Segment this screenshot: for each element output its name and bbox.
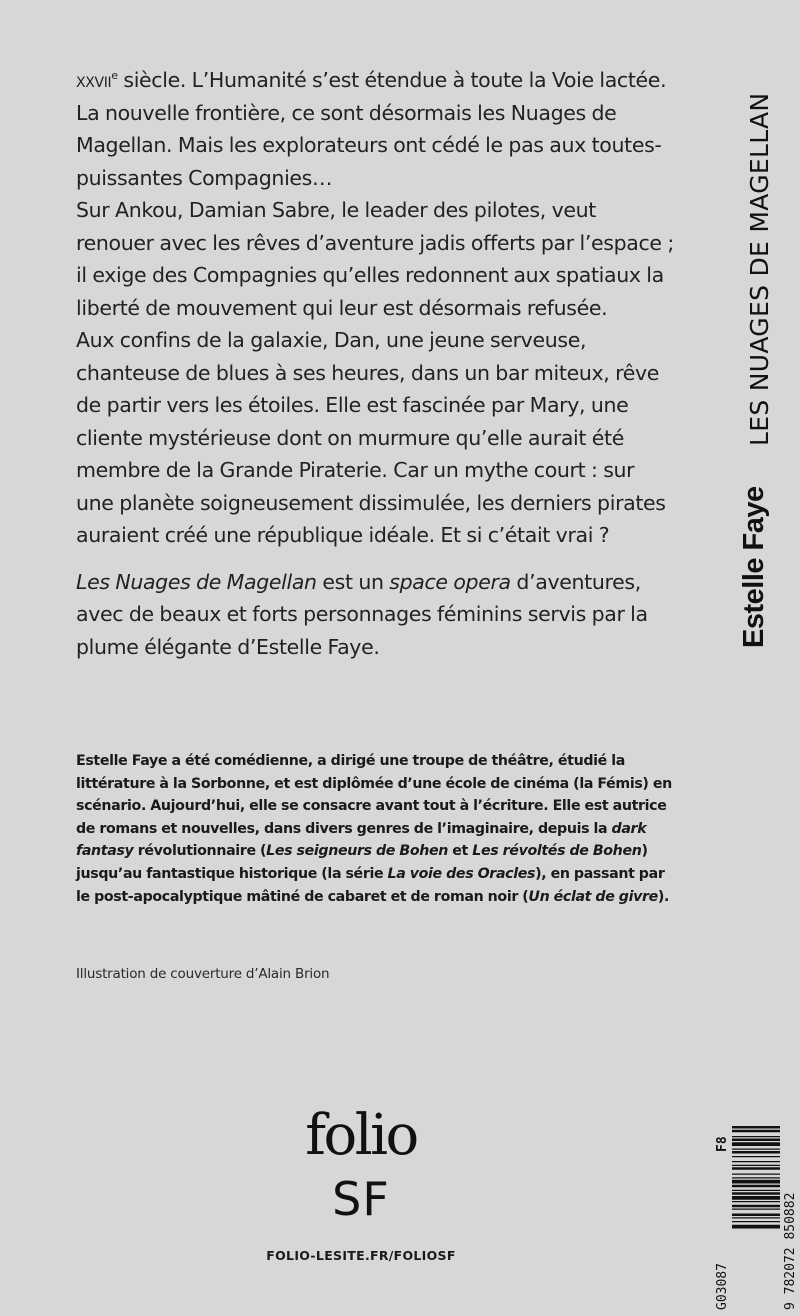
book-title-italic: Les Nuages de Magellan [76,569,317,594]
barcode-bar [732,1149,780,1150]
back-cover-blurb [76,64,676,663]
cover-illustration-credit: Illustration de couverture d’Alain Brion [76,966,330,982]
bio-text-5: ), en passant par le post-apocalyptique mâtiné de cabaret et de roman noir ( [76,865,665,905]
barcode-isbn: 9 782072 850882 [783,1192,798,1310]
barcode-bar [732,1139,780,1142]
author-bio [76,750,682,908]
barcode-code: G03087 [715,1263,730,1310]
barcode-bar [732,1185,780,1188]
century-superscript: e [111,69,118,82]
barcode-bar [732,1214,780,1217]
barcode-bar [732,1190,780,1191]
bio-italic-revoltes: Les révoltés de Bohen [472,843,642,860]
barcode [670,1124,800,1316]
bio-italic-dark-fantasy: dark fantasy [76,820,647,860]
barcode-bar [732,1174,780,1175]
bio-italic-oracles: La voie des Oracles [387,865,536,882]
barcode-bar [732,1205,780,1208]
barcode-price: F8 [715,1136,730,1152]
blurb-paragraph-4 [76,566,676,664]
blurb-p4-text-b: d’aventures, avec de beaux et forts personnages féminins servis par la plume élégante d’Estelle Faye. [76,569,648,659]
bio-text-3: et [448,843,473,860]
spine-author: Estelle Faye [738,486,770,648]
bio-italic-eclat: Un éclat de givre [528,888,658,905]
folio-logo: folio [305,1103,417,1168]
bio-text-4: ) jusqu’au fantastique historique (la série [76,843,648,882]
bio-italic-seigneurs: Les seigneurs de Bohen [266,843,448,860]
barcode-bar [732,1151,780,1154]
bio-text-1: Estelle Faye a été comédienne, a dirigé une troupe de théâtre, étudié la littérature à la Sorbonne, et est diplômée d’une école de cinéma (la Fémis) en scénario. Aujourd’hui, elle se consacre avant tout à l’écriture. Elle est autrice de romans et nouvelles, dans divers genres de l’imaginaire, depuis la [76,753,672,837]
barcode-bar [732,1167,780,1170]
barcode-bar [732,1126,780,1129]
barcode-bar [732,1130,780,1133]
barcode-bar [732,1156,780,1157]
blurb-paragraph-3: Aux confins de la galaxie, Dan, une jeune serveuse, chanteuse de blues à ses heures, dans un bar miteux, rêve de partir vers les étoiles. Elle est fascinée par Mary, une cliente mystérieuse dont on murmure qu’elle aurait été membre de la Grande Piraterie. Car un mythe court : sur une planète soigneusement dissimulée, les derniers pirates auraient créé une république idéale. Et si c’était vrai ? [76,328,666,547]
spine-title: LES NUAGES DE MAGELLAN [745,92,774,446]
barcode-bar [732,1209,780,1210]
genre-italic: space opera [389,569,511,594]
barcode-bar [732,1142,780,1146]
barcode-bar [732,1225,780,1229]
author-bio-paragraph [76,750,682,908]
barcode-graphic [670,1124,800,1316]
barcode-bar [732,1177,780,1178]
bio-text-6: ). [657,888,670,905]
barcode-bar [732,1196,780,1200]
barcode-bar [732,1165,780,1166]
blurb-p4-text-a: est un [316,569,390,594]
barcode-bar [732,1221,780,1222]
barcode-bar [732,1180,780,1184]
barcode-bar [732,1161,780,1162]
website-url: FOLIO-LESITE.FR/FOLIOSF [266,1248,456,1263]
bio-text-2: révolutionnaire ( [133,843,267,860]
blurb-paragraph-1-text: siècle. L’Humanité s’est étendue à toute la Voie lactée. La nouvelle frontière, ce sont désormais les Nuages de Magellan. Mais les explorateurs ont cédé le pas aux toutes-puissantes Compagnies… [76,68,667,190]
barcode-bars [732,1126,780,1229]
barcode-bar [732,1136,780,1137]
sf-logo: SF [332,1172,390,1226]
barcode-bar [732,1217,780,1218]
barcode-bar [732,1192,780,1195]
barcode-bar [732,1201,780,1202]
blurb-paragraph-1 [76,64,676,194]
blurb-paragraph-2: Sur Ankou, Damian Sabre, le leader des pilotes, veut renouer avec les rêves d’aventure jadis offerts par l’espace ; il exige des Compagnies qu’elles redonnent aux spatiaux la liberté de mouvement qui leur est désormais refusée. [76,198,674,320]
century-numeral: xxvii [76,68,112,92]
